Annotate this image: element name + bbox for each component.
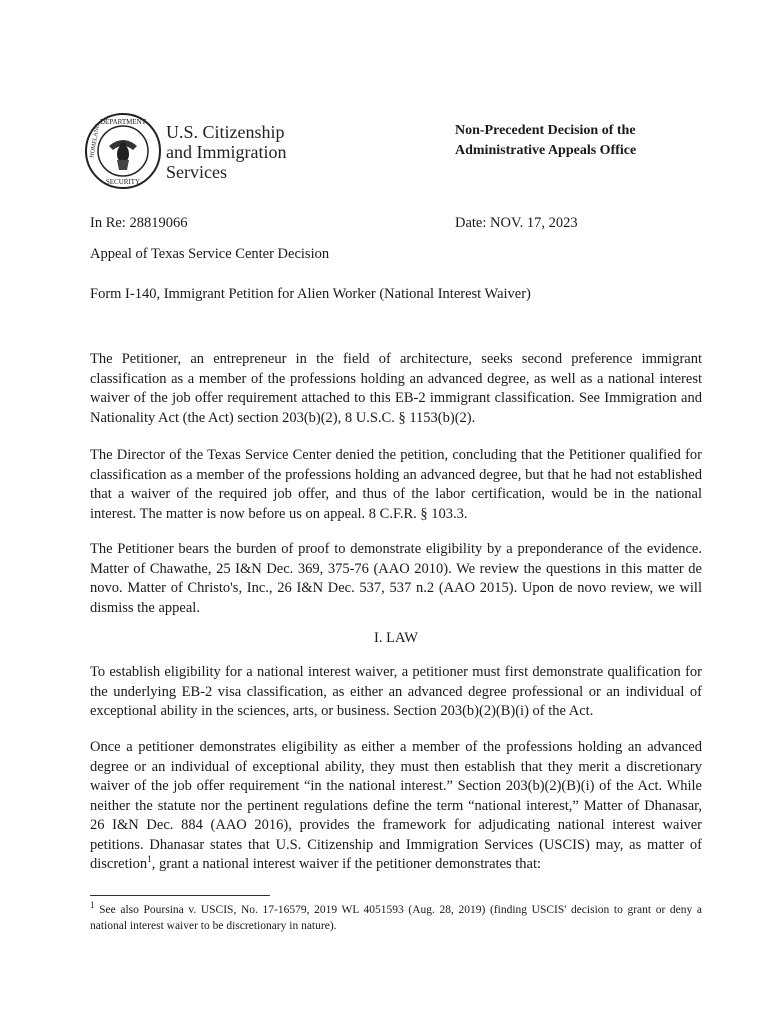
- footnote-1: [90, 902, 702, 934]
- paragraph-3: The Petitioner bears the burden of proof to demonstrate eligibility by a preponderance of the evidence. Matter of Chawathe, 25 I&N Dec. 369, 375-76 (AAO 2010). We review the questions in this matter de novo. Matter of Christo's, Inc., 26 I&N Dec. 537, 537 n.2 (AAO 2015). Upon de novo review, we will dismiss the appeal.: [90, 541, 702, 616]
- agency-name: [166, 122, 286, 182]
- agency-line-1: U.S. Citizenship: [166, 122, 285, 142]
- decision-title: [455, 121, 636, 161]
- paragraph-1: The Petitioner, an entrepreneur in the field of architecture, seeks second preference immigrant classification as a member of the professions holding an advanced degree, as well as a national interest waiver of the job offer requirement attached to this EB-2 immigrant classification. See Immigration and Nationality Act (the Act) section 203(b)(2), 8 U.S.C. § 1153(b)(2).: [90, 351, 702, 426]
- footnote-text: See also Poursina v. USCIS, No. 17-16579, 2019 WL 4051593 (Aug. 28, 2019) (finding USCIS' decision to grant or deny a national interest waiver to be discretionary in nature).: [90, 904, 702, 932]
- footnote-mark: 1: [90, 900, 95, 911]
- paragraph-4: To establish eligibility for a national interest waiver, a petitioner must first demonstrate qualification for the underlying EB-2 visa classification, as either an advanced degree professional or an individual of exceptional ability in the sciences, arts, or business. Section 203(b)(2)(B)(i) of the Act.: [90, 664, 702, 719]
- decision-line-2: Administrative Appeals Office: [455, 143, 637, 158]
- footnote-reference[interactable]: 1: [147, 854, 152, 865]
- decision-date: Date: NOV. 17, 2023: [455, 215, 578, 231]
- decision-line-1: Non-Precedent Decision of the: [455, 123, 636, 138]
- paragraph-5-text: Once a petitioner demonstrates eligibility as either a member of the professions holding an advanced degree or an individual of exceptional ability, they must then establish that they merit a discretionary waiver of the job offer requirement “in the national interest.” Section 203(b)(2)(B)(i) of the Act. While neither the statute nor the pertinent regulations define the term “national interest,” Matter of Dhanasar, 26 I&N Dec. 884 (AAO 2016), provides the framework for adjudicating national interest waiver petitions. Dhanasar states that U.S. Citizenship and Immigration Services (USCIS) may, as matter of discretion: [90, 739, 702, 872]
- agency-line-3: Services: [166, 162, 227, 182]
- agency-line-2: and Immigration: [166, 142, 287, 162]
- seal-text-bottom: SECURITY: [105, 178, 141, 186]
- section-heading-law: I. LAW: [374, 630, 418, 646]
- seal-text-left: HOMELAND: [89, 123, 102, 159]
- footnote-divider: [90, 895, 270, 896]
- paragraph-2: The Director of the Texas Service Center denied the petition, concluding that the Petitioner qualified for classification as a member of the professions holding an advanced degree, but that he had not established that a waiver of the required job offer, and thus of the labor certification, would be in the national interest. The matter is now before us on appeal. 8 C.F.R. § 103.3.: [90, 447, 702, 522]
- dhs-seal-icon: [84, 112, 162, 190]
- form-line: Form I-140, Immigrant Petition for Alien Worker (National Interest Waiver): [90, 286, 531, 302]
- paragraph-5-end: , grant a national interest waiver if the petitioner demonstrates that:: [151, 856, 542, 872]
- case-number: In Re: 28819066: [90, 215, 188, 231]
- appeal-line: Appeal of Texas Service Center Decision: [90, 246, 330, 262]
- seal-text-top: DEPARTMENT: [100, 118, 146, 126]
- paragraph-5: [90, 738, 702, 875]
